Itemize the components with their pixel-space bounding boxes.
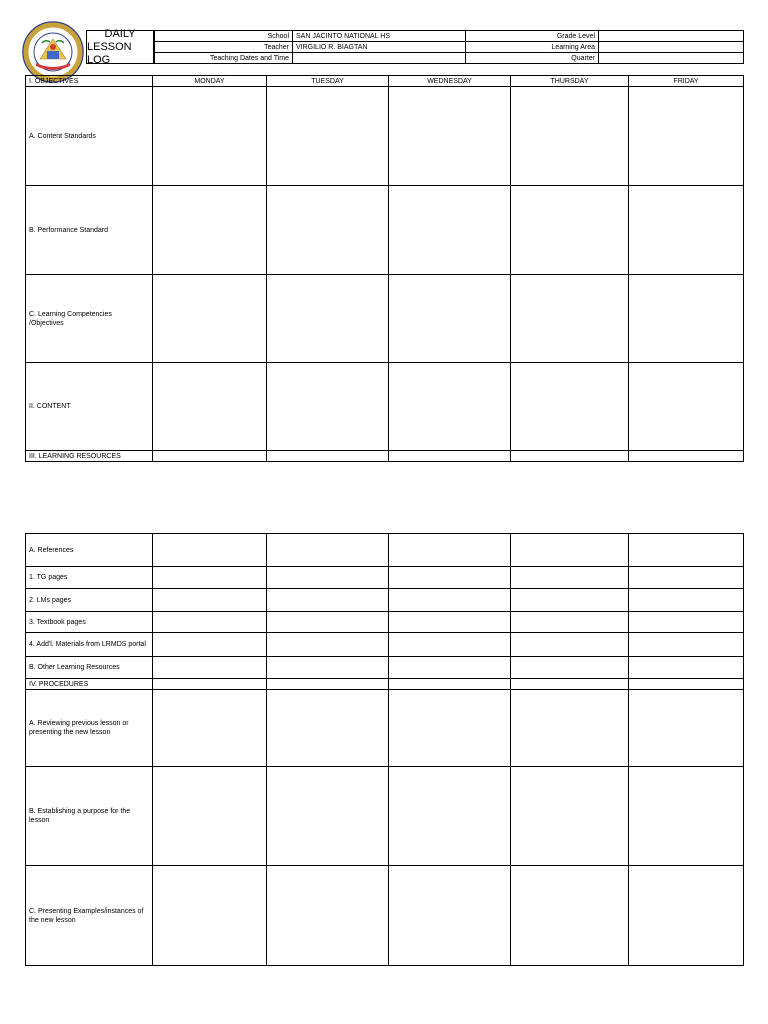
cell-thursday <box>511 534 629 567</box>
cell-friday <box>629 87 744 186</box>
cell-tuesday <box>267 690 389 767</box>
row-label-establishing-purpose: B. Establishing a purpose for the lesson <box>26 767 153 866</box>
objectives-header: I. OBJECTIVES <box>26 76 153 87</box>
cell-monday <box>153 679 267 690</box>
cell-friday <box>629 451 744 462</box>
cell-monday <box>153 567 267 589</box>
table-row <box>26 589 744 612</box>
cell-monday <box>153 767 267 866</box>
school-value: SAN JACINTO NATIONAL HS <box>293 31 466 42</box>
table-row <box>26 866 744 966</box>
cell-monday <box>153 363 267 451</box>
cell-wednesday <box>389 451 511 462</box>
row-label-lms-pages: 2. LMs pages <box>26 589 153 612</box>
day-header-wednesday: WEDNESDAY <box>389 76 511 87</box>
cell-thursday <box>511 186 629 275</box>
cell-wednesday <box>389 657 511 679</box>
cell-monday <box>153 633 267 657</box>
title-line-1: DAILY <box>104 27 136 40</box>
teaching-dates-label: Teaching Dates and Time <box>155 53 293 64</box>
quarter-value <box>599 53 744 64</box>
cell-friday <box>629 633 744 657</box>
row-label-content-standards: A. Content Standards <box>26 87 153 186</box>
row-label-learning-competencies: C. Learning Competencies /Objectives <box>26 275 153 363</box>
cell-monday <box>153 275 267 363</box>
row-label-textbook-pages: 3. Textbook pages <box>26 612 153 633</box>
day-header-monday: MONDAY <box>153 76 267 87</box>
cell-wednesday <box>389 866 511 966</box>
cell-friday <box>629 567 744 589</box>
cell-friday <box>629 275 744 363</box>
row-label-performance-standard: B. Performance Standard <box>26 186 153 275</box>
table-row <box>26 87 744 186</box>
cell-tuesday <box>267 866 389 966</box>
cell-friday <box>629 679 744 690</box>
school-seal-logo <box>22 21 84 83</box>
cell-monday <box>153 87 267 186</box>
cell-wednesday <box>389 534 511 567</box>
objectives-table <box>25 75 744 462</box>
row-label-procedures: IV. PROCEDURES <box>26 679 153 690</box>
cell-friday <box>629 690 744 767</box>
cell-friday <box>629 612 744 633</box>
teacher-value: VIRGILIO R. BIAGTAN <box>293 42 466 53</box>
cell-tuesday <box>267 767 389 866</box>
row-label-presenting-examples: C. Presenting Examples/instances of the new lesson <box>26 866 153 966</box>
cell-friday <box>629 589 744 612</box>
cell-monday <box>153 534 267 567</box>
cell-thursday <box>511 657 629 679</box>
cell-wednesday <box>389 767 511 866</box>
cell-thursday <box>511 87 629 186</box>
cell-monday <box>153 589 267 612</box>
cell-friday <box>629 866 744 966</box>
cell-wednesday <box>389 679 511 690</box>
cell-monday <box>153 866 267 966</box>
cell-wednesday <box>389 275 511 363</box>
table-row <box>26 567 744 589</box>
table-row <box>26 633 744 657</box>
cell-tuesday <box>267 451 389 462</box>
cell-wednesday <box>389 633 511 657</box>
cell-monday <box>153 657 267 679</box>
cell-thursday <box>511 767 629 866</box>
cell-tuesday <box>267 87 389 186</box>
cell-tuesday <box>267 589 389 612</box>
cell-thursday <box>511 567 629 589</box>
cell-tuesday <box>267 612 389 633</box>
table-row <box>26 186 744 275</box>
cell-tuesday <box>267 534 389 567</box>
cell-friday <box>629 534 744 567</box>
cell-thursday <box>511 679 629 690</box>
table-row <box>26 690 744 767</box>
grade-level-value <box>599 31 744 42</box>
cell-thursday <box>511 690 629 767</box>
cell-tuesday <box>267 633 389 657</box>
cell-tuesday <box>267 657 389 679</box>
cell-wednesday <box>389 612 511 633</box>
cell-wednesday <box>389 589 511 612</box>
header-info-table <box>154 30 744 64</box>
cell-wednesday <box>389 690 511 767</box>
title-line-2: LESSON LOG <box>87 40 132 66</box>
cell-thursday <box>511 633 629 657</box>
row-label-learning-resources: III. LEARNING RESOURCES <box>26 451 153 462</box>
row-label-other-resources: B. Other Learning Resources <box>26 657 153 679</box>
row-label-lrmds-materials: 4. Add'l. Materials from LRMDS portal <box>26 633 153 657</box>
row-label-references: A. References <box>26 534 153 567</box>
cell-tuesday <box>267 679 389 690</box>
cell-tuesday <box>267 186 389 275</box>
cell-wednesday <box>389 567 511 589</box>
row-label-content: II. CONTENT <box>26 363 153 451</box>
cell-thursday <box>511 866 629 966</box>
cell-friday <box>629 363 744 451</box>
resources-procedures-table <box>25 533 744 966</box>
day-header-tuesday: TUESDAY <box>267 76 389 87</box>
grade-level-label: Grade Level <box>466 31 599 42</box>
cell-wednesday <box>389 186 511 275</box>
cell-friday <box>629 186 744 275</box>
day-header-thursday: THURSDAY <box>511 76 629 87</box>
table-row <box>26 534 744 567</box>
day-header-friday: FRIDAY <box>629 76 744 87</box>
cell-thursday <box>511 275 629 363</box>
quarter-label: Quarter <box>466 53 599 64</box>
table-row <box>26 275 744 363</box>
cell-friday <box>629 767 744 866</box>
cell-monday <box>153 612 267 633</box>
cell-thursday <box>511 451 629 462</box>
learning-area-value <box>599 42 744 53</box>
learning-area-label: Learning Area <box>466 42 599 53</box>
school-label: School <box>155 31 293 42</box>
row-label-reviewing-lesson: A. Reviewing previous lesson or presenting the new lesson <box>26 690 153 767</box>
table-row <box>26 451 744 462</box>
cell-wednesday <box>389 363 511 451</box>
teaching-dates-value <box>293 53 466 64</box>
table-row <box>26 363 744 451</box>
row-label-tg-pages: 1. TG pages <box>26 567 153 589</box>
table-row <box>26 679 744 690</box>
cell-tuesday <box>267 363 389 451</box>
table-row <box>26 612 744 633</box>
cell-friday <box>629 657 744 679</box>
cell-thursday <box>511 589 629 612</box>
cell-tuesday <box>267 567 389 589</box>
table-row <box>26 657 744 679</box>
document-title <box>86 27 154 66</box>
cell-monday <box>153 451 267 462</box>
cell-monday <box>153 690 267 767</box>
cell-wednesday <box>389 87 511 186</box>
cell-tuesday <box>267 275 389 363</box>
table-row <box>26 767 744 866</box>
teacher-label: Teacher <box>155 42 293 53</box>
cell-thursday <box>511 612 629 633</box>
cell-thursday <box>511 363 629 451</box>
cell-monday <box>153 186 267 275</box>
